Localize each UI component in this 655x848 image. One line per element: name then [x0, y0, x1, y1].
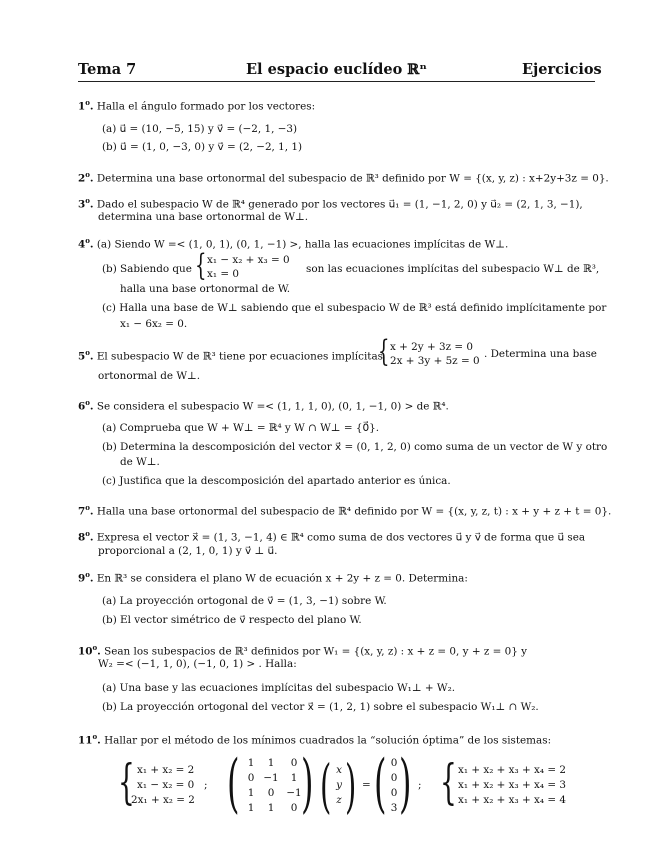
exercise-10: 10$^o$. Sean los subespacios de ℝ³ definidos por W₁ = {(x, y, z) : x + z = 0, y + z = 0} y [78, 643, 528, 658]
vector-right-paren: ) [345, 752, 357, 820]
exercise-6c: (c) Justifica que la descomposición del apartado anterior es única. [102, 475, 451, 487]
vector-right-paren: ) [399, 747, 412, 821]
system-eq-1: x + 2y + 3z = 0 [390, 341, 473, 353]
exercise-4: 4$^o$. (a) Siendo W =< (1, 0, 1), (0, 1, −1) >, halla las ecuaciones implícitas de W⊥. [78, 236, 509, 251]
system-eq-2: x₁ = 0 [207, 268, 239, 280]
matrix-cell: −1 [286, 787, 302, 799]
exercise-4b-post: son las ecuaciones implícitas del subespacio W⊥ de ℝ³, [306, 263, 600, 275]
vector-cell: 0 [390, 787, 398, 799]
matrix-cell: 1 [247, 802, 255, 814]
system-eq-2: x₁ − x₂ = 0 [137, 779, 195, 791]
header-left: Tema 7 [78, 61, 137, 78]
matrix-cell: 1 [290, 772, 298, 784]
vector-cell: 0 [390, 772, 398, 784]
exercise-4b-line2: halla una base ortonormal de W. [120, 283, 291, 295]
exercise-7: 7$^o$. Halla una base ortonormal del subespacio de ℝ⁴ definido por W = {(x, y, z, t) : x + y + z + t = 0}. [78, 503, 612, 518]
header-right: Ejercicios [522, 61, 602, 78]
exercise-10-line2: W₂ =< (−1, 1, 0), (−1, 0, 1) > . Halla: [98, 658, 297, 670]
exercise-6: 6$^o$. Se considera el subespacio W =< (1, 1, 1, 0), (0, 1, −1, 0) > de ℝ⁴. [78, 398, 449, 413]
left-brace: { [195, 248, 207, 283]
exercise-number: 1 [78, 100, 86, 113]
equals-sign: = [362, 779, 371, 791]
exercise-10b: (b) La proyección ortogonal del vector x⃗ = (1, 2, 1) sobre el subespacio W₁⊥ ∩ W₂. [102, 701, 539, 713]
exercise-1a: (a) u⃗ = (10, −5, 15) y v⃗ = (−2, 1, −3) [102, 123, 298, 135]
system-eq-3: x₁ + x₂ + x₃ + x₄ = 4 [458, 794, 566, 806]
matrix-cell: 0 [247, 772, 255, 784]
header-rule [78, 81, 595, 82]
system-eq-2: x₁ + x₂ + x₃ + x₄ = 3 [458, 779, 566, 791]
vector-left-paren: ( [320, 752, 332, 820]
matrix-cell: 1 [267, 802, 275, 814]
separator: ; [204, 779, 208, 791]
exercise-1b: (b) u⃗ = (1, 0, −3, 0) y v⃗ = (2, −2, 1, 1) [102, 141, 303, 153]
exercise-4c-line2: x₁ − 6x₂ = 0. [120, 318, 188, 330]
vector-cell: z [336, 794, 342, 806]
matrix-right-paren: ) [301, 747, 314, 821]
exercise-9a: (a) La proyección ortogonal de v⃗ = (1, 3, −1) sobre W. [102, 595, 387, 607]
exercise-6b-line2: de W⊥. [120, 456, 160, 468]
matrix-cell: 1 [247, 787, 255, 799]
exercise-1: 1$^o$. Halla el ángulo formado por los vectores: [78, 98, 316, 113]
system-eq-1: x₁ + x₂ + x₃ + x₄ = 2 [458, 764, 566, 776]
left-brace: { [118, 754, 135, 810]
exercise-11: 11$^o$. Hallar por el método de los mínimos cuadrados la “solución óptima” de los sistemas: [78, 732, 552, 747]
vector-cell: 0 [390, 757, 398, 769]
header-title: El espacio euclídeo ℝⁿ [246, 61, 427, 78]
exercise-3: 3$^o$. Dado el subespacio W de ℝ⁴ generado por los vectores u⃗₁ = (1, −1, 2, 0) y u⃗₂ = (2, 1, 3, −1), [78, 196, 583, 211]
system-eq-3: 2x₁ + x₂ = 2 [131, 794, 195, 806]
matrix-cell: −1 [263, 772, 279, 784]
matrix-cell: 1 [267, 757, 275, 769]
vector-cell: 3 [390, 802, 398, 814]
vector-cell: x [336, 764, 342, 776]
exercise-5-post: . Determina una base [484, 348, 597, 360]
exercise-10a: (a) Una base y las ecuaciones implícitas del subespacio W₁⊥ + W₂. [102, 682, 456, 694]
system-eq-1: x₁ − x₂ + x₃ = 0 [207, 254, 290, 266]
matrix-cell: 1 [247, 757, 255, 769]
matrix-cell: 0 [290, 802, 298, 814]
exercise-9: 9$^o$. En ℝ³ se considera el plano W de ecuación x + 2y + z = 0. Determina: [78, 570, 468, 585]
left-brace: { [440, 754, 457, 810]
matrix-cell: 0 [290, 757, 298, 769]
exercise-2: 2$^o$. Determina una base ortonormal del subespacio de ℝ³ definido por W = {(x, y, z) : x+2y+3z = 0}. [78, 170, 609, 185]
separator: ; [418, 779, 422, 791]
left-brace: { [378, 334, 390, 369]
exercise-3-line2: determina una base ortonormal de W⊥. [98, 211, 309, 223]
exercise-5-line2: ortonormal de W⊥. [98, 370, 201, 382]
system-eq-2: 2x + 3y + 5z = 0 [390, 355, 480, 367]
exercise-8: 8$^o$. Expresa el vector x⃗ = (1, 3, −1, 4) ∈ ℝ⁴ como suma de dos vectores u⃗ y v⃗ de forma que u⃗ sea [78, 529, 586, 544]
exercise-6a: (a) Comprueba que W + W⊥ = ℝ⁴ y W ∩ W⊥ = {0⃗}. [102, 422, 379, 434]
exercise-text: Halla el ángulo formado por los vectores: [96, 100, 316, 113]
exercise-8-line2: proporcional a (2, 1, 0, 1) y v⃗ ⊥ u⃗. [98, 545, 278, 557]
exercise-4b-pre: (b) Sabiendo que [102, 263, 192, 275]
system-eq-1: x₁ + x₂ = 2 [137, 764, 195, 776]
vector-left-paren: ( [374, 747, 387, 821]
exercise-5: 5$^o$. El subespacio W de ℝ³ tiene por ecuaciones implícitas [78, 348, 383, 363]
exercise-4c: (c) Halla una base de W⊥ sabiendo que el subespacio W de ℝ³ está definido implícitamente por [102, 302, 607, 314]
exercise-6b: (b) Determina la descomposición del vector x⃗ = (0, 1, 2, 0) como suma de un vector de W y otro [102, 441, 608, 453]
exercise-4a: (a) Siendo W =< (1, 0, 1), (0, 1, −1) >, halla las ecuaciones implícitas de W⊥. [96, 238, 509, 251]
vector-cell: y [336, 779, 342, 791]
matrix-left-paren: ( [227, 747, 240, 821]
exercise-9b: (b) El vector simétrico de v⃗ respecto del plano W. [102, 614, 362, 626]
matrix-cell: 0 [267, 787, 275, 799]
